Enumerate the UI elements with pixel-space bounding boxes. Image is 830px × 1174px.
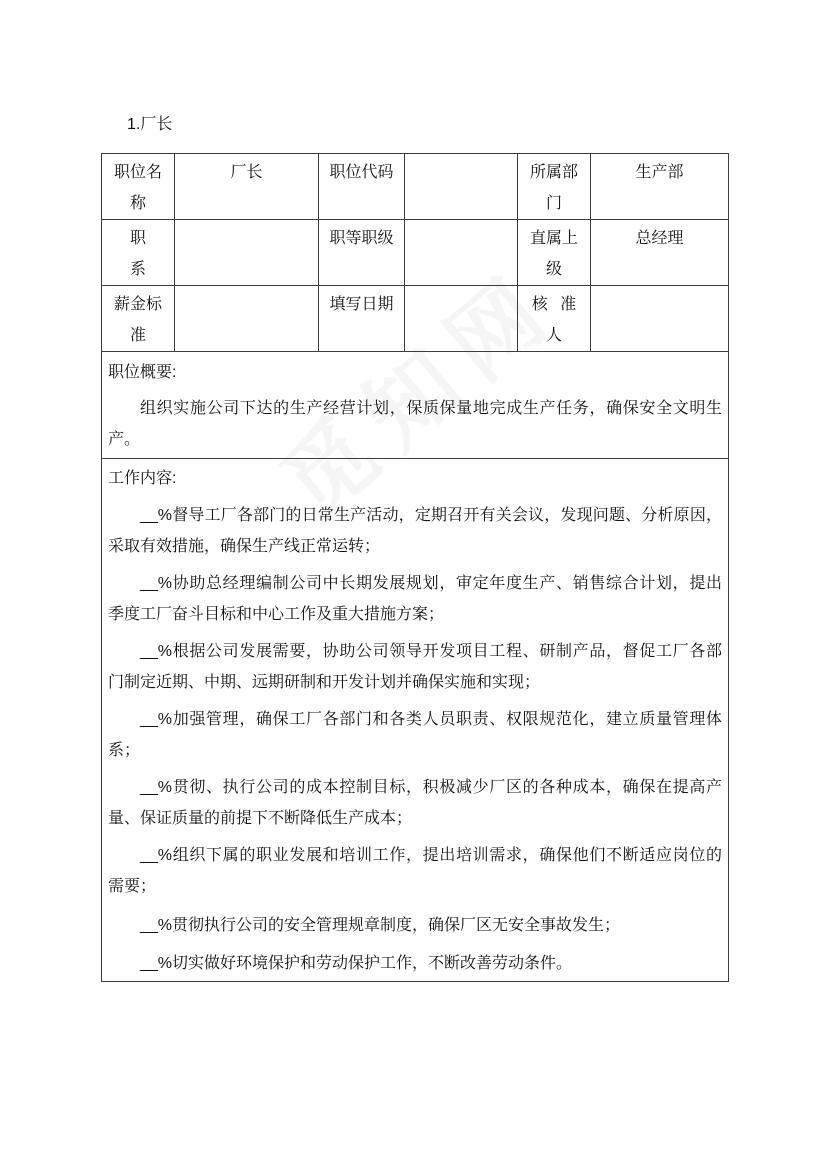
supervisor-value-cell bbox=[591, 220, 729, 286]
duties-title: 工作内容: bbox=[108, 470, 177, 487]
duty-item bbox=[108, 636, 722, 698]
duty-line: __%根据公司发展需要，协助公司领导开发项目工程、研制产品，督促工厂各部 bbox=[140, 643, 722, 660]
info-row-2 bbox=[102, 220, 729, 286]
job-family-value-cell bbox=[175, 220, 319, 286]
department-label-cell bbox=[518, 154, 591, 220]
position-code-value-cell bbox=[405, 154, 518, 220]
job-summary-title: 职位概要: bbox=[108, 364, 177, 381]
position-name-label: 职位名称 bbox=[113, 164, 162, 212]
approver-value-cell bbox=[591, 286, 729, 352]
duty-line: __%切实做好环境保护和劳动保护工作，不断改善劳动条件。 bbox=[140, 955, 573, 972]
duty-item bbox=[108, 910, 722, 941]
info-row-1 bbox=[102, 154, 729, 220]
supervisor-label: 直属上级 bbox=[529, 230, 578, 278]
position-name-value-cell bbox=[175, 154, 319, 220]
grade-value-cell bbox=[405, 220, 518, 286]
summary-row bbox=[102, 352, 729, 459]
department-label: 所属部门 bbox=[529, 164, 578, 212]
position-name-value: 厂长 bbox=[230, 164, 263, 181]
duty-line: 季度工厂奋斗目标和中心工作及重大措施方案； bbox=[108, 606, 445, 623]
grade-label: 职等职级 bbox=[329, 230, 394, 247]
job-summary-paragraph bbox=[108, 393, 722, 455]
duties-cell bbox=[102, 459, 729, 982]
position-code-label: 职位代码 bbox=[329, 164, 394, 181]
department-value-cell bbox=[591, 154, 729, 220]
duty-line: 系； bbox=[108, 742, 141, 759]
position-name-label-cell bbox=[102, 154, 175, 220]
job-summary-cell bbox=[102, 352, 729, 459]
duty-line: __%加强管理，确保工厂各部门和各类人员职责、权限规范化，建立质量管理体 bbox=[140, 711, 722, 728]
duty-line: 需要； bbox=[108, 878, 157, 895]
salary-label-cell bbox=[102, 286, 175, 352]
duty-item bbox=[108, 568, 722, 630]
duty-line: 量、保证质量的前提下不断降低生产成本； bbox=[108, 810, 413, 827]
duty-item bbox=[108, 772, 722, 834]
duty-line: __%组织下属的职业发展和培训工作，提出培训需求，确保他们不断适应岗位的 bbox=[140, 847, 722, 864]
duty-line: 采取有效措施，确保生产线正常运转； bbox=[108, 538, 381, 555]
duty-item bbox=[108, 840, 722, 902]
supervisor-label-cell bbox=[518, 220, 591, 286]
job-family-label: 职 系 bbox=[129, 230, 146, 278]
duty-line: __%贯彻、执行公司的成本控制目标，积极减少厂区的各种成本，确保在提高产 bbox=[140, 779, 722, 796]
duty-item bbox=[108, 500, 722, 562]
approver-label: 核 准 人 bbox=[531, 296, 577, 344]
supervisor-value: 总经理 bbox=[635, 230, 684, 247]
approver-label-cell bbox=[518, 286, 591, 352]
salary-value-cell bbox=[175, 286, 319, 352]
duty-line: __%贯彻执行公司的安全管理规章制度，确保厂区无安全事故发生； bbox=[140, 916, 621, 934]
position-code-label-cell bbox=[319, 154, 405, 220]
fill-date-label: 填写日期 bbox=[329, 296, 394, 313]
job-family-label-cell bbox=[102, 220, 175, 286]
duty-item bbox=[108, 704, 722, 766]
job-summary-line: 产。 bbox=[108, 431, 141, 448]
duty-item bbox=[108, 948, 722, 979]
department-value: 生产部 bbox=[635, 164, 684, 181]
fill-date-label-cell bbox=[319, 286, 405, 352]
job-summary-line: 组织实施公司下达的生产经营计划，保质保量地完成生产任务，确保安全文明生 bbox=[140, 400, 722, 417]
duty-line: __%协助总经理编制公司中长期发展规划，审定年度生产、销售综合计划，提出 bbox=[140, 575, 722, 592]
duty-line: 门制定近期、中期、远期研制和开发计划并确保实施和实现； bbox=[108, 674, 541, 691]
section-heading: 1.厂长 bbox=[127, 116, 173, 133]
fill-date-value-cell bbox=[405, 286, 518, 352]
duties-row bbox=[102, 459, 729, 982]
job-info-table bbox=[101, 153, 729, 982]
info-row-3 bbox=[102, 286, 729, 352]
duty-line: __%督导工厂各部门的日常生产活动，定期召开有关会议，发现问题、分析原因， bbox=[140, 507, 722, 524]
salary-label: 薪金标准 bbox=[113, 296, 162, 344]
grade-label-cell bbox=[319, 220, 405, 286]
